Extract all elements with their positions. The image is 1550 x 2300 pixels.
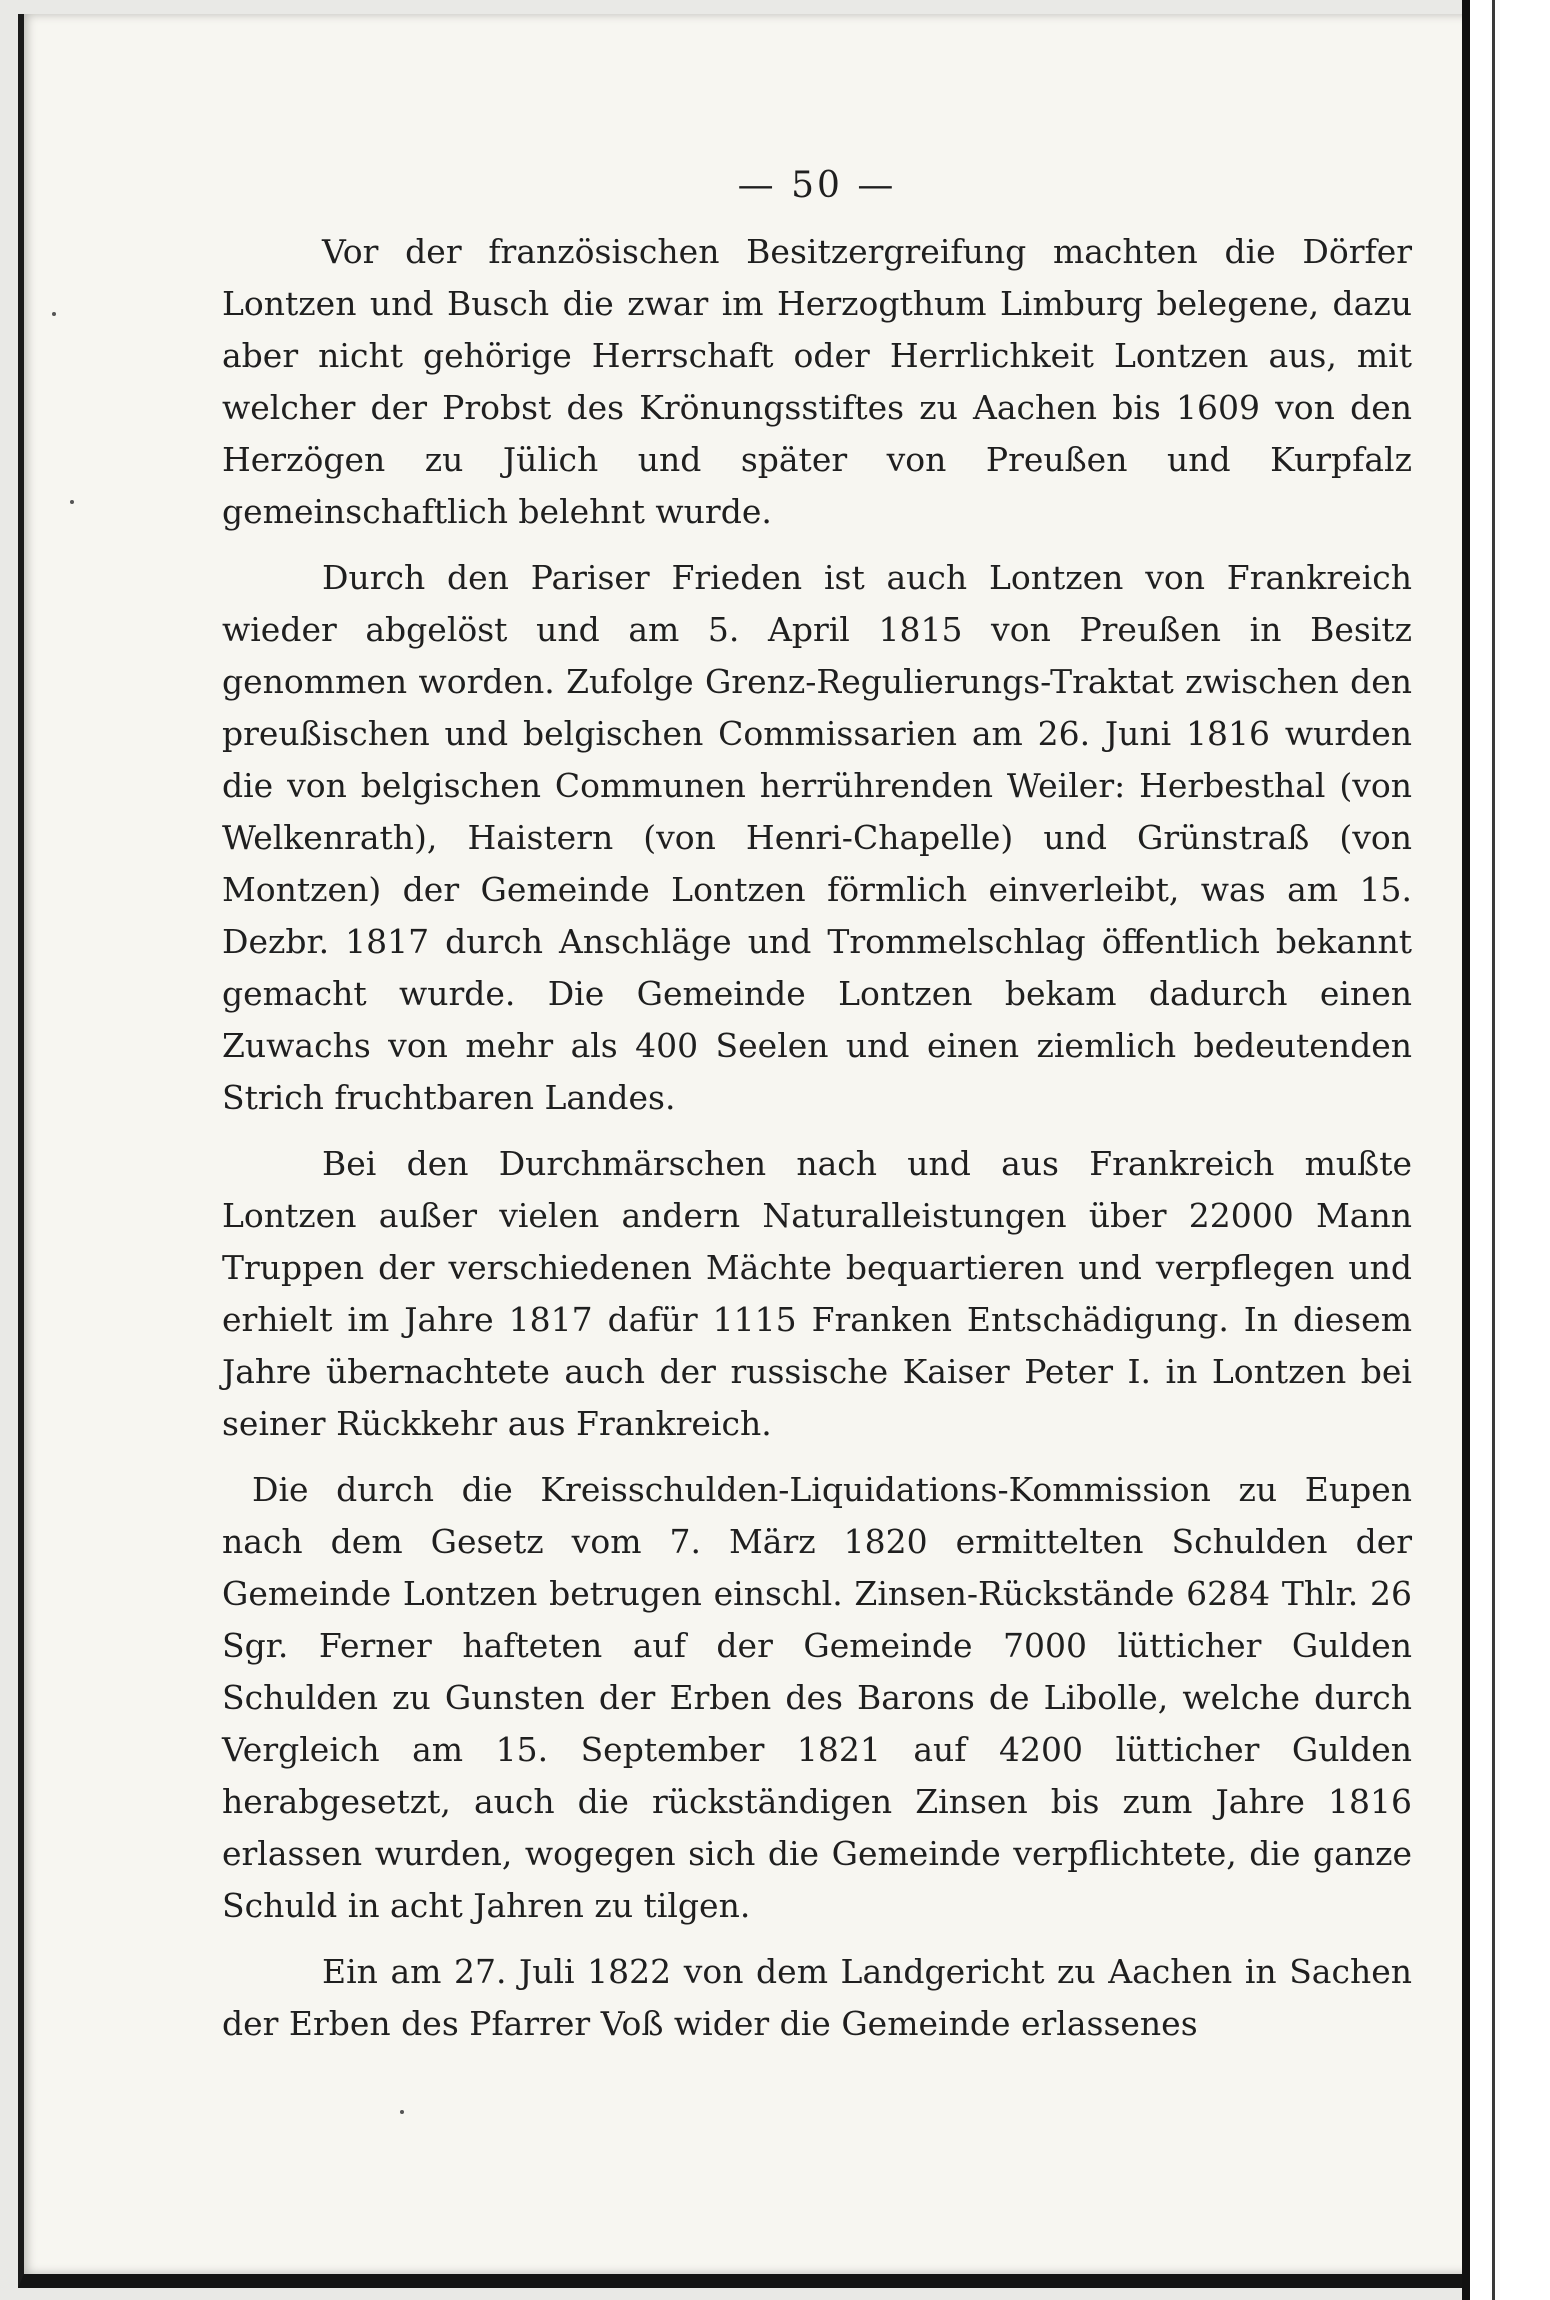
scan-speck	[70, 500, 74, 504]
page-number: — 50 —	[737, 165, 897, 206]
paragraph-2: Durch den Pariser Frieden ist auch Lontzen von Frankreich wieder abgelöst und am 5. April 1815 von Preußen in Besitz genommen worden. Zufolge Grenz-Regulierungs-Traktat zwischen den preußischen und belgischen Commissarien am 26. Juni 1816 wurden die von belgischen Communen herrührenden Weiler: Herbesthal (von Welkenrath), Haistern (von Henri-Chapelle) und Grünstraß (von Montzen) der Gemeinde Lontzen förmlich einverleibt, was am 15. Dezbr. 1817 durch Anschläge und Trommelschlag öffentlich bekannt gemacht wurde. Die Gemeinde Lontzen bekam dadurch einen Zuwachs von mehr als 400 Seelen und einen ziemlich bedeutenden Strich fruchtbaren Landes.	[222, 558, 1412, 1117]
paragraph-5: Ein am 27. Juli 1822 von dem Landgericht zu Aachen in Sachen der Erben des Pfarrer Voß wider die Gemeinde erlassenes	[222, 1952, 1412, 2043]
paragraph-4: Die durch die Kreisschulden-Liquidations-Kommission zu Eupen nach dem Gesetz vom 7. März 1820 ermittelten Schulden der Gemeinde Lontzen betrugen einschl. Zinsen-Rückstände 6284 Thlr. 26 Sgr. Ferner hafteten auf der Gemeinde 7000 lütticher Gulden Schulden zu Gunsten der Erben des Barons de Libolle, welche durch Vergleich am 15. September 1821 auf 4200 lütticher Gulden herabgesetzt, auch die rückständigen Zinsen bis zum Jahre 1816 erlassen wurden, wogegen sich die Gemeinde verpflichtete, die ganze Schuld in acht Jahren zu tilgen.	[222, 1470, 1412, 1925]
adjacent-page-edge	[1462, 0, 1550, 2300]
page-text	[222, 160, 1412, 2050]
scan-speck	[52, 312, 56, 316]
paragraph-1: Vor der französischen Besitzergreifung machten die Dörfer Lontzen und Busch die zwar im Herzogthum Limburg belegene, dazu aber nicht gehörige Herrschaft oder Herrlichkeit Lontzen aus, mit welcher der Probst des Krönungsstiftes zu Aachen bis 1609 von den Herzögen zu Jülich und später von Preußen und Kurpfalz gemeinschaftlich belehnt wurde.	[222, 232, 1412, 531]
scan-speck	[400, 2110, 404, 2114]
page-edge-rule	[1492, 0, 1495, 2300]
paragraph-3: Bei den Durchmärschen nach und aus Frankreich mußte Lontzen außer vielen andern Naturalleistungen über 22000 Mann Truppen der verschiedenen Mächte bequartieren und verpflegen und erhielt im Jahre 1817 dafür 1115 Franken Entschädigung. In diesem Jahre übernachtete auch der russische Kaiser Peter I. in Lontzen bei seiner Rückkehr aus Frankreich.	[222, 1144, 1412, 1443]
